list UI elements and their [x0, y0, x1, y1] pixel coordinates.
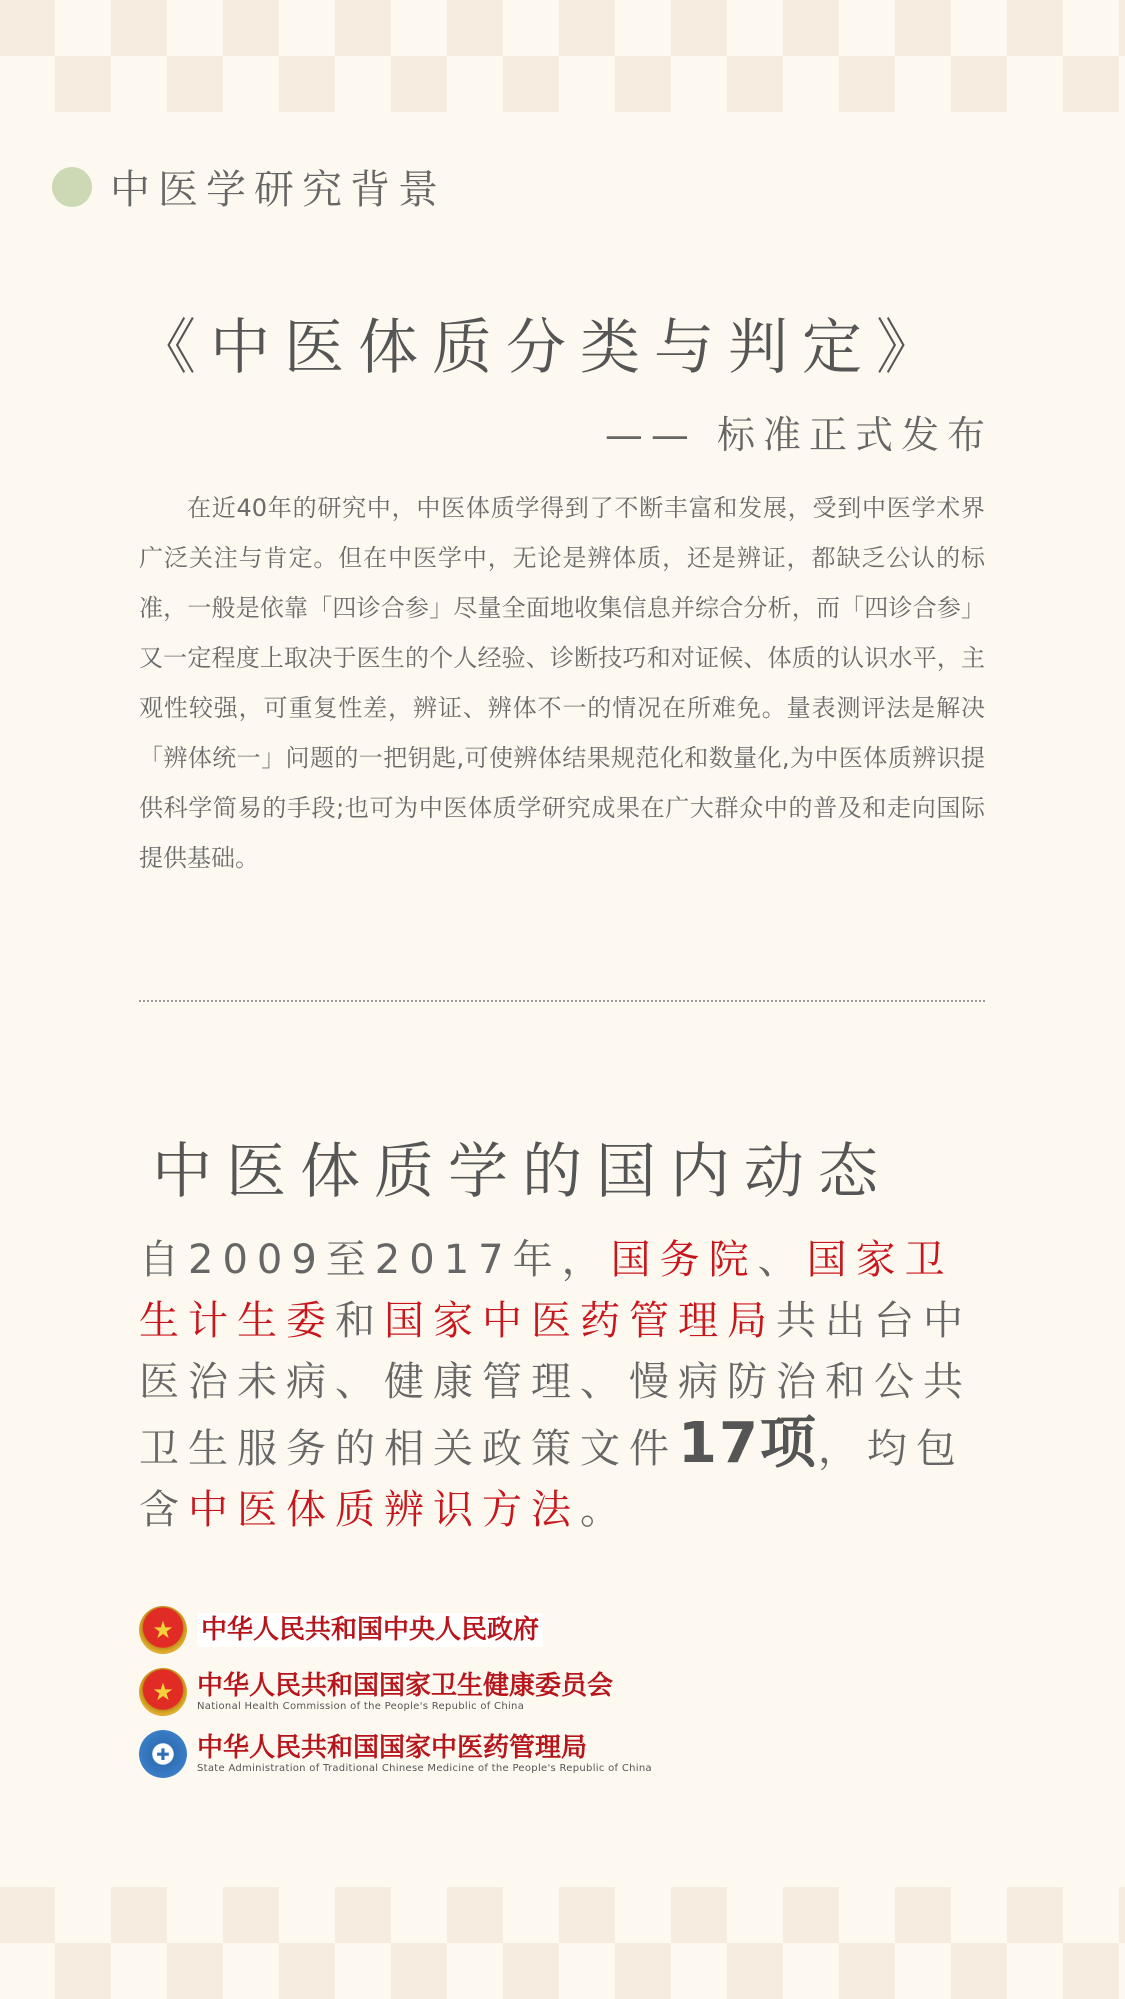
policy-paragraph — [139, 1230, 985, 1541]
standard-title: 《中医体质分类与判定》 — [136, 313, 950, 383]
logo-health-commission — [139, 1664, 652, 1720]
policy-and: 和 — [335, 1298, 384, 1344]
org-tcm-administration: 国家中医药管理局 — [384, 1298, 776, 1344]
government-logos — [139, 1602, 652, 1788]
org-health-commission: 国家卫生计生委 — [139, 1237, 954, 1344]
logo-name-en: National Health Commission of the People's Republic of China — [197, 1701, 525, 1712]
dotted-divider — [139, 1000, 985, 1002]
policy-sep: 、 — [757, 1237, 807, 1283]
identification-method: 中医体质辨识方法 — [188, 1487, 580, 1533]
org-state-council: 国务院 — [610, 1237, 758, 1283]
logo-central-government — [139, 1602, 652, 1658]
policy-middle: 共出台中医治未病、健康管理、慢病防治和公共卫生服务的相关政策文件 — [139, 1298, 972, 1472]
section-header — [52, 158, 446, 215]
logo-tcm-administration — [139, 1726, 652, 1782]
top-checker-pattern — [0, 0, 1125, 112]
logo-name-cn: 中华人民共和国国家中医药管理局 — [197, 1733, 588, 1763]
section-dot-icon — [52, 167, 92, 207]
national-emblem-icon: ★ — [139, 1668, 187, 1716]
logo-name-cn: 中华人民共和国国家卫生健康委员会 — [197, 1671, 614, 1701]
logo-name-cn: 中华人民共和国中央人民政府 — [197, 1613, 543, 1647]
policy-end: 。 — [580, 1487, 629, 1533]
tcm-administration-emblem-icon: ✚ — [139, 1730, 187, 1778]
standard-subtitle: —— 标准正式发布 — [604, 413, 993, 457]
bottom-checker-pattern — [0, 1887, 1125, 1999]
policy-intro: 自2009至2017年， — [139, 1237, 611, 1283]
standard-paragraph: 在近40年的研究中，中医体质学得到了不断丰富和发展，受到中医学术界广泛关注与肯定。但在中医学中，无论是辨体质，还是辨证，都缺乏公认的标准，一般是依靠「四诊合参」尽量全面地收集信息并综合分析，而「四诊合参」又一定程度上取决于医生的个人经验、诊断技巧和对证候、体质的认识水平，主观性较强，可重复性差，辨证、辨体不一的情况在所难免。量表测评法是解决「辨体统一」问题的一把钥匙,可使辨体结果规范化和数量化,为中医体质辨识提供科学简易的手段;也可为中医体质学研究成果在广大群众中的普及和走向国际提供基础。 — [139, 494, 985, 872]
logo-name-en: State Administration of Traditional Chinese Medicine of the People's Republic of China — [197, 1763, 652, 1774]
national-emblem-icon: ★ — [139, 1606, 187, 1654]
domestic-title: 中医体质学的国内动态 — [152, 1137, 892, 1207]
section-title: 中医学研究背景 — [110, 167, 446, 213]
policy-comma: ，均包含 — [139, 1426, 965, 1533]
policy-count: 17项 — [678, 1411, 818, 1476]
